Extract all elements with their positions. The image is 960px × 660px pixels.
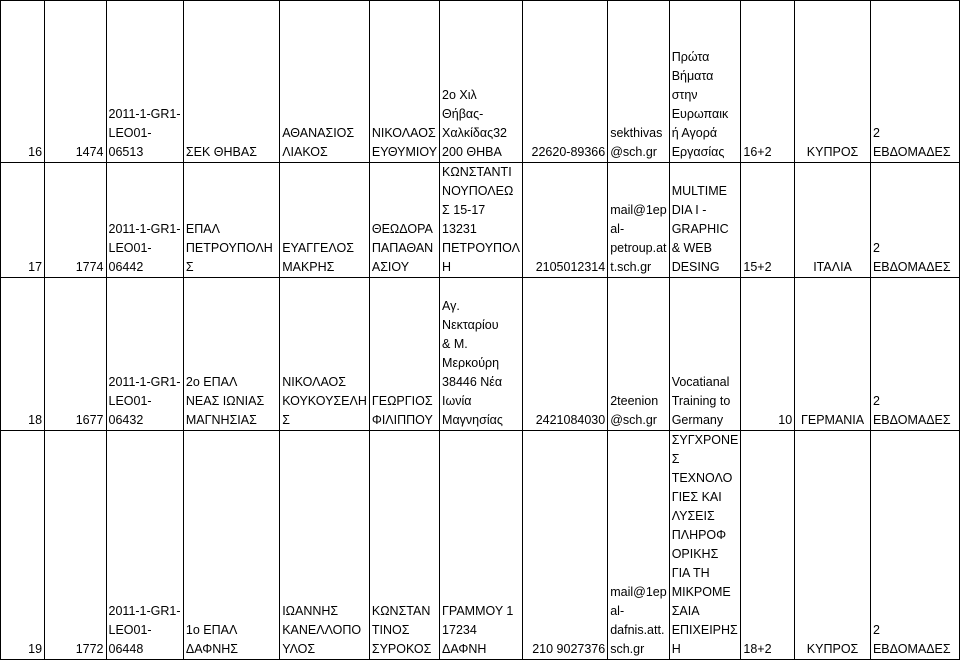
cell-text-line: ΝΙΚΟΛΑΟΣ — [282, 375, 347, 389]
cell-text-line: Vocatianal — [671, 375, 730, 389]
duration-cell[interactable] — [870, 163, 959, 278]
id-cell[interactable] — [45, 163, 106, 278]
cell-text: ΓΕΡΜΑΝΙΑ — [800, 413, 865, 427]
cell-text-line: ΜΑΓΝΗΣΙΑΣ — [185, 413, 257, 427]
cell-text: 19 — [28, 642, 43, 656]
cell-text-line: 200 ΘΗΒΑ — [442, 145, 502, 159]
cell-text-line: Η — [442, 260, 452, 274]
cell-text-line: & Μ. — [442, 337, 468, 351]
cell-text-line: ΓΕΩΡΓΙΟΣ — [371, 394, 433, 408]
project-code-cell[interactable] — [106, 278, 183, 431]
project-title-cell[interactable] — [669, 431, 741, 660]
cell-text-line: ή Αγορά — [671, 126, 718, 140]
cell-text-line: sekthivas — [610, 126, 663, 140]
contact-person-cell[interactable] — [369, 431, 439, 660]
cell-text: 1474 — [75, 145, 104, 159]
cell-text-line: ΠΕΤΡΟΥΠΟΛ — [442, 241, 520, 255]
cell-text-line: 2teenion — [610, 394, 659, 408]
cell-text-line: LEO01-06442 — [108, 241, 152, 274]
contact-person-cell[interactable] — [369, 163, 439, 278]
table-row — [1, 431, 960, 660]
cell-text-line: ΑΘΑΝΑΣΙΟΣ — [282, 126, 355, 140]
cell-text-line: ΛΥΣΕΙΣ — [671, 509, 715, 523]
contact-person-cell[interactable] — [369, 278, 439, 431]
cell-text-line: 17234 — [442, 623, 477, 637]
cell-text-line: al- — [610, 604, 625, 618]
cell-text-line: ΜΑΚΡΗΣ — [282, 260, 335, 274]
cell-text-line: ΓΙΕΣ ΚΑΙ — [671, 490, 722, 504]
school-cell[interactable] — [183, 431, 279, 660]
address-cell[interactable] — [440, 431, 523, 660]
cell-text-line: Germany — [671, 413, 724, 427]
cell-text: 17 — [28, 260, 43, 274]
address-cell[interactable] — [440, 1, 523, 163]
cell-text-line: 2011-1-GR1- — [108, 107, 181, 121]
cell-text-line: ΘΕΩΔΟΡΑ — [371, 222, 433, 236]
project-code-cell[interactable] — [106, 163, 183, 278]
cell-text-line: ΠΛΗΡΟΦ — [671, 528, 727, 542]
cell-text-line: LEO01-06432 — [108, 394, 152, 427]
id-cell[interactable] — [45, 1, 106, 163]
cell-text-line: ΑΣΙΟΥ — [371, 260, 410, 274]
cell-text-line: 2011-1-GR1- — [108, 222, 181, 236]
cell-text-line: ΤΙΝΟΣ — [371, 623, 410, 637]
country-cell[interactable] — [795, 278, 871, 431]
cell-text: 2 ΕΒΔΟΜΑΔΕΣ — [872, 394, 951, 427]
address-cell[interactable] — [440, 278, 523, 431]
cell-text-line: ΛΙΑΚΟΣ — [282, 145, 328, 159]
table-row — [1, 278, 960, 431]
cell-text-line: & WEB — [671, 241, 712, 255]
email-cell[interactable] — [608, 163, 669, 278]
cell-text-line: Θήβας- — [442, 107, 484, 121]
cell-text-line: LEO01-06448 — [108, 623, 152, 656]
cell-text: 1772 — [75, 642, 104, 656]
contact-person-cell[interactable] — [369, 1, 439, 163]
table-row — [1, 1, 960, 163]
cell-text-line: ΜΙΚΡΟΜΕ — [671, 585, 731, 599]
cell-text-line: ΤΕΧΝΟΛΟ — [671, 471, 733, 485]
cell-text-line: Σ — [282, 413, 290, 427]
cell-text: 10 — [778, 413, 793, 427]
cell-text-line: MULTIME — [671, 184, 728, 198]
cell-text-line: Εργασίας — [671, 145, 725, 159]
cell-text-line: Training to — [671, 394, 731, 408]
cell-text-line: 1ο ΕΠΑΛ — [185, 623, 238, 637]
cell-text-line: ΟΡΙΚΗΣ — [671, 547, 719, 561]
cell-text-line: ΓΡΑΜΜΟΥ 1 — [442, 604, 514, 618]
cell-text-line: 2ο ΕΠΑΛ — [185, 375, 238, 389]
cell-text: 18+2 — [743, 642, 772, 656]
project-title-cell[interactable] — [669, 278, 741, 431]
cell-text: 2 ΕΒΔΟΜΑΔΕΣ — [872, 623, 951, 656]
participants-cell[interactable] — [741, 1, 795, 163]
cell-text-line: ΔΑΦΝΗΣ — [185, 642, 238, 656]
cell-text-line: ΠΑΠΑΘΑΝ — [371, 241, 434, 255]
cell-text: 15+2 — [743, 260, 772, 274]
cell-text-line: ΦΙΛΙΠΠΟΥ — [371, 413, 433, 427]
cell-text-line: ΚΩΝΣΤΑΝΤΙ — [442, 165, 512, 179]
email-cell[interactable] — [608, 278, 669, 431]
cell-text-line: Σ — [671, 452, 680, 466]
project-code-cell[interactable] — [106, 1, 183, 163]
country-cell[interactable] — [795, 431, 871, 660]
cell-text-line: στην — [671, 88, 698, 102]
cell-text-line: ΚΑΝΕΛΛΟΠΟ — [282, 623, 362, 637]
phone-cell[interactable] — [522, 278, 607, 431]
cell-text: 2 ΕΒΔΟΜΑΔΕΣ — [872, 126, 951, 159]
cell-text: 1774 — [75, 260, 104, 274]
cell-text-line: ΣΥΡΟΚΟΣ — [371, 642, 432, 656]
country-cell[interactable] — [795, 163, 871, 278]
cell-text-line: ΠΕΤΡΟΥΠΟΛΗ — [185, 241, 273, 255]
cell-text-line: Αγ. — [442, 299, 460, 313]
cell-text-line: Ευρωπαικ — [671, 107, 729, 121]
cell-text-line: Πρώτα — [671, 50, 710, 64]
cell-text: 22620-89366 — [531, 145, 606, 159]
cell-text-line: ΔΑΦΝΗ — [442, 642, 487, 656]
cell-text: 2421084030 — [535, 413, 606, 427]
duration-cell[interactable] — [870, 278, 959, 431]
cell-text-line: DIA I - — [671, 203, 707, 217]
cell-text-line: ΕΥΘΥΜΙΟΥ — [371, 145, 438, 159]
cell-text: 18 — [28, 413, 43, 427]
id-cell[interactable] — [45, 278, 106, 431]
project-title-cell[interactable] — [669, 1, 741, 163]
cell-text-line: Σ 15-17 — [442, 203, 486, 217]
cell-text: 2 ΕΒΔΟΜΑΔΕΣ — [872, 241, 951, 274]
school-cell[interactable] — [183, 278, 279, 431]
row-number-cell[interactable] — [1, 163, 45, 278]
cell-text-line: ΙΩΑΝΝΗΣ — [282, 604, 339, 618]
country-cell[interactable] — [795, 1, 871, 163]
row-number-cell[interactable] — [1, 431, 45, 660]
school-cell[interactable] — [183, 163, 279, 278]
cell-text-line: ΣΑΙΑ — [671, 604, 700, 618]
cell-text-line: ΣΥΓΧΡΟΝΕ — [671, 433, 739, 447]
cell-text: 1677 — [75, 413, 104, 427]
phone-cell[interactable] — [522, 1, 607, 163]
cell-text-line: t.sch.gr — [610, 260, 652, 274]
row-number-cell[interactable] — [1, 278, 45, 431]
cell-text-line: ΓΙΑ ΤΗ — [671, 566, 710, 580]
cell-text-line: ΕΠΑΛ — [185, 222, 220, 236]
cell-text-line: mail@1ep — [610, 585, 667, 599]
email-cell[interactable] — [608, 431, 669, 660]
cell-text-line: @sch.gr — [610, 145, 657, 159]
cell-text-line: Μαγνησίας — [442, 413, 503, 427]
cell-text-line: sch.gr — [610, 642, 645, 656]
participants-cell[interactable] — [741, 163, 795, 278]
cell-text-line: ΣΕΚ ΘΗΒΑΣ — [185, 145, 257, 159]
id-cell[interactable] — [45, 431, 106, 660]
cell-text-line: ΝΟΥΠΟΛΕΩ — [442, 184, 514, 198]
cell-text-line: al- — [610, 222, 625, 236]
principal-name-cell[interactable] — [280, 163, 370, 278]
cell-text-line: Χαλκίδας32 — [442, 126, 508, 140]
cell-text-line: 2011-1-GR1- — [108, 604, 181, 618]
cell-text-line: ΝΙΚΟΛΑΟΣ — [371, 126, 436, 140]
cell-text: 16+2 — [743, 145, 772, 159]
school-cell[interactable] — [183, 1, 279, 163]
participants-cell[interactable] — [741, 278, 795, 431]
cell-text-line: GRAPHIC — [671, 222, 729, 236]
principal-name-cell[interactable] — [280, 278, 370, 431]
principal-name-cell[interactable] — [280, 1, 370, 163]
cell-text: ΚΥΠΡΟΣ — [806, 642, 859, 656]
address-cell[interactable] — [440, 163, 523, 278]
duration-cell[interactable] — [870, 1, 959, 163]
cell-text-line: Ιωνία — [442, 394, 472, 408]
cell-text-line: Η — [671, 642, 681, 656]
row-number-cell[interactable] — [1, 1, 45, 163]
cell-text: ΚΥΠΡΟΣ — [806, 145, 859, 159]
cell-text-line: ΕΠΙΧΕΙΡΗΣ — [671, 623, 738, 637]
cell-text-line: ΚΟΥΚΟΥΣΕΛΗ — [282, 394, 367, 408]
cell-text-line: Μερκούρη — [442, 356, 500, 370]
cell-text-line: 13231 — [442, 222, 477, 236]
cell-text-line: petroup.at — [610, 241, 667, 255]
cell-text-line: ΥΛΟΣ — [282, 642, 316, 656]
project-title-cell[interactable] — [669, 163, 741, 278]
cell-text-line: mail@1ep — [610, 203, 667, 217]
cell-text-line: Νεκταρίου — [442, 318, 499, 332]
duration-cell[interactable] — [870, 431, 959, 660]
cell-text-line: Σ — [185, 260, 194, 274]
email-cell[interactable] — [608, 1, 669, 163]
cell-text: ΙΤΑΛΙΑ — [813, 260, 852, 274]
cell-text: 16 — [28, 145, 43, 159]
phone-cell[interactable] — [522, 163, 607, 278]
principal-name-cell[interactable] — [280, 431, 370, 660]
project-code-cell[interactable] — [106, 431, 183, 660]
cell-text-line: 2011-1-GR1- — [108, 375, 181, 389]
cell-text-line: ΚΩΝΣΤΑΝ — [371, 604, 431, 618]
cell-text-line: @sch.gr — [610, 413, 657, 427]
cell-text: 2105012314 — [535, 260, 606, 274]
cell-text: 210 9027376 — [532, 642, 606, 656]
cell-text-line: Βήματα — [671, 69, 714, 83]
cell-text-line: LEO01-06513 — [108, 126, 152, 159]
cell-text-line: ΝΕΑΣ ΙΩΝΙΑΣ — [185, 394, 265, 408]
cell-text-line: DESING — [671, 260, 720, 274]
cell-text-line: 2ο Χιλ — [442, 88, 477, 102]
cell-text-line: dafnis.att. — [610, 623, 665, 637]
cell-text-line: 38446 Νέα — [442, 375, 503, 389]
table-row — [1, 163, 960, 278]
cell-text-line: ΕΥΑΓΓΕΛΟΣ — [282, 241, 354, 255]
phone-cell[interactable] — [522, 431, 607, 660]
participants-cell[interactable] — [741, 431, 795, 660]
